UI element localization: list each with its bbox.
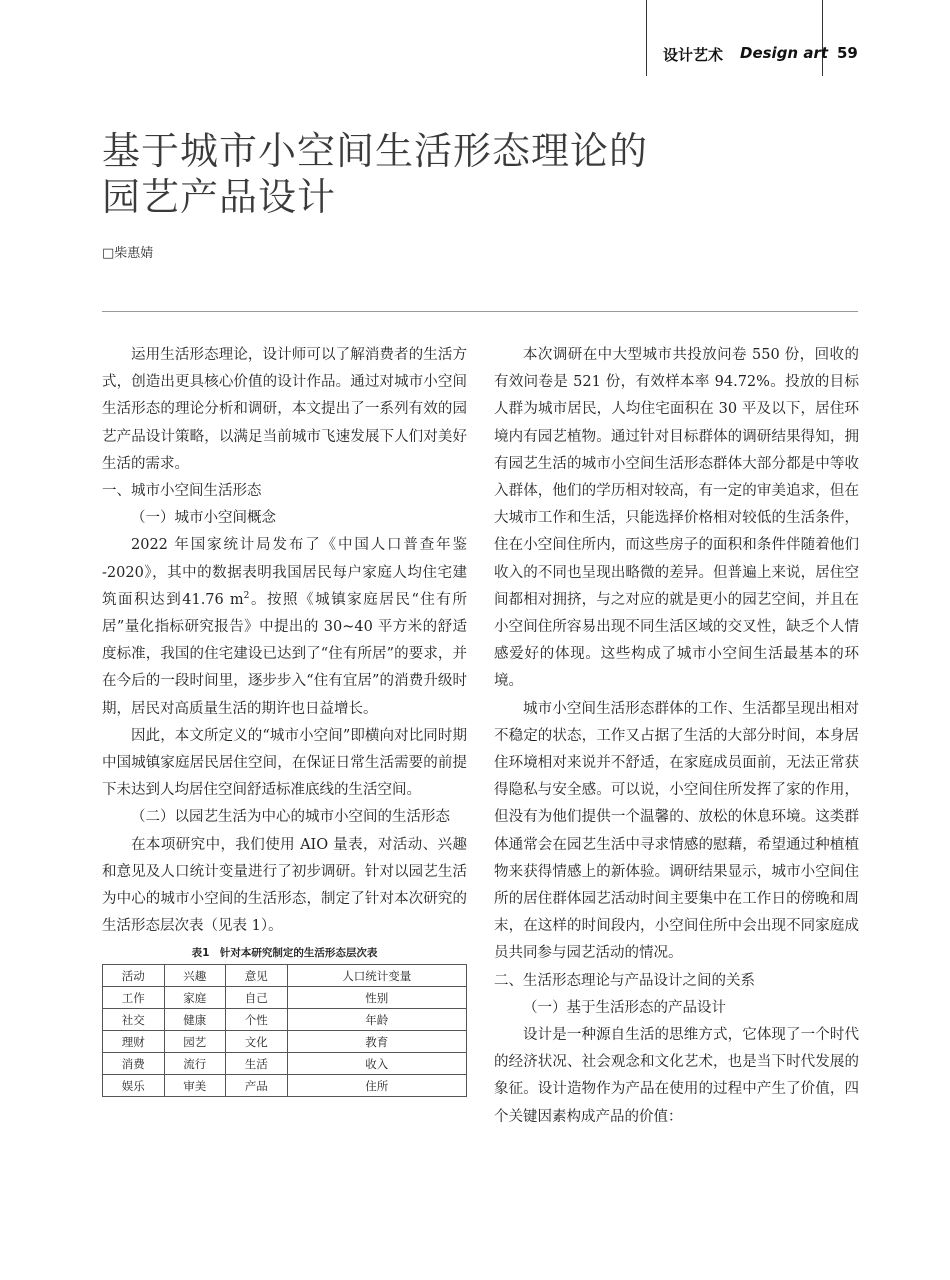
table-cell: 理财 xyxy=(103,1031,165,1053)
abstract-paragraph: 运用生活形态理论，设计师可以了解消费者的生活方式，创造出更具核心价值的设计作品。通过对城市小空间生活形态的理论分析和调研，本文提出了一系列有效的园艺产品设计策略，以满足当前城市飞速发展下人们对美好生活的需求。 xyxy=(102,347,467,472)
table-row xyxy=(103,1009,467,1031)
table-header-row xyxy=(103,965,467,987)
section-heading-2: 二、生活形态理论与产品设计之间的关系 xyxy=(494,972,755,989)
table-cell: 个性 xyxy=(226,1009,288,1031)
table-row xyxy=(103,1075,467,1097)
table-cell: 性别 xyxy=(287,987,466,1009)
table-row xyxy=(103,1031,467,1053)
right-column xyxy=(494,342,859,1131)
table-cell: 娱乐 xyxy=(103,1075,165,1097)
section-name-en: Design art xyxy=(740,44,829,62)
paragraph xyxy=(102,532,467,722)
header-divider-left xyxy=(646,0,647,76)
article-title xyxy=(102,128,648,220)
table-row xyxy=(103,1053,467,1075)
table-cell: 生活 xyxy=(226,1053,288,1075)
table-cell: 年龄 xyxy=(287,1009,466,1031)
table-cell: 社交 xyxy=(103,1009,165,1031)
paragraph: 城市小空间生活形态群体的工作、生活都呈现出相对不稳定的状态，工作又占据了生活的大部分时间，本身居住环境相对来说并不舒适，在家庭成员面前，无法正常获得隐私与安全感。可以说，小空间住所发挥了家的作用，但没有为他们提供一个温馨的、放松的休息环境。这类群体通常会在园艺生活中寻求情感的慰藉，希望通过种植植物来获得情感上的新体验。调研结果显示，城市小空间住所的居住群体园艺活动时间主要集中在工作日的傍晚和周末，在这样的时间段内，小空间住所中会出现不同家庭成员共同参与园艺活动的情况。 xyxy=(494,700,859,962)
table-cell: 文化 xyxy=(226,1031,288,1053)
table-cell: 家庭 xyxy=(164,987,226,1009)
table-cell: 自己 xyxy=(226,987,288,1009)
table-cell: 健康 xyxy=(164,1009,226,1031)
paragraph: 本次调研在中大型城市共投放问卷 550 份，回收的有效问卷是 521 份，有效样本率 94.72%。投放的目标人群为城市居民，人均住宅面积在 30 平及以下，居住环境内有园艺植物。通过针对目标群体的调研结果得知，拥有园艺生活的城市小空间生活形态群体大部分都是中等收入群体，他们的学历相对较高，有一定的审美追求，但在大城市工作和生活，只能选择价格相对较低的生活条件，住在小空间住所内，而这些房子的面积和条件伴随着他们收入的不同也呈现出略微的差异。但普遍上来说，居住空间都相对拥挤，与之对应的就是更小的园艺空间，并且在小空间住所容易出现不同生活区域的交叉性，缺乏个人情感爱好的体现。这些构成了城市小空间生活最基本的环境。 xyxy=(494,347,859,690)
table-header-cell: 人口统计变量 xyxy=(287,965,466,987)
table-cell: 园艺 xyxy=(164,1031,226,1053)
subsection-heading-1-2: （二）以园艺生活为中心的城市小空间的生活形态 xyxy=(131,809,450,826)
table-header-cell: 活动 xyxy=(103,965,165,987)
header-divider-right xyxy=(822,0,823,76)
paragraph: 在本项研究中，我们使用 AIO 量表，对活动、兴趣和意见及人口统计变量进行了初步调研。针对以园艺生活为中心的城市小空间的生活形态，制定了针对本次研究的生活形态层次表（见表 1）。 xyxy=(102,836,467,935)
table-cell: 产品 xyxy=(226,1075,288,1097)
subsection-heading-2-1: （一）基于生活形态的产品设计 xyxy=(523,999,726,1016)
subsection-heading-1-1: （一）城市小空间概念 xyxy=(131,510,276,527)
title-rule xyxy=(102,311,858,312)
table-cell: 工作 xyxy=(103,987,165,1009)
superscript: 2 xyxy=(243,591,250,601)
author: □柴惠婧 xyxy=(102,246,154,261)
paragraph-text: 2022 年国家统计局发布了《中国人口普查年鉴 -2020》，其中的数据表明我国居民每户家庭人均住宅建筑面积达到41.76 m xyxy=(102,537,467,608)
title-line-1: 基于城市小空间生活形态理论的 xyxy=(102,129,649,173)
table-header-cell: 兴趣 xyxy=(164,965,226,987)
table-row xyxy=(103,987,467,1009)
left-column xyxy=(102,342,467,1097)
paragraph-text: 。按照《城镇家庭居民“住有所居”量化指标研究报告》中提出的 30~40 平方米的舒适度标准，我国的住宅建设已达到了“住有所居”的要求，并在今后的一段时间里，逐步步入“住有宜居”的消费升级时期，居民对高质量生活的期许也日益增长。 xyxy=(102,591,467,717)
title-line-2: 园艺产品设计 xyxy=(102,175,337,219)
table-cell: 流行 xyxy=(164,1053,226,1075)
table-cell: 收入 xyxy=(287,1053,466,1075)
paragraph: 因此，本文所定义的“城市小空间”即横向对比同时期中国城镇家庭居民居住空间，在保证日常生活需要的前提下未达到人均居住空间舒适标准底线的生活空间。 xyxy=(102,727,467,799)
lifestyle-table xyxy=(102,964,467,1097)
page-number: 59 xyxy=(837,44,858,62)
section-heading-1: 一、城市小空间生活形态 xyxy=(102,483,262,500)
table-caption: 表1 针对本研究制定的生活形态层次表 xyxy=(191,947,378,960)
table-header-cell: 意见 xyxy=(226,965,288,987)
paragraph: 设计是一种源自生活的思维方式，它体现了一个时代的经济状况、社会观念和文化艺术，也是当下时代发展的象征。设计造物作为产品在使用的过程中产生了价值，四个关键因素构成产品的价值： xyxy=(494,1027,859,1125)
table-cell: 审美 xyxy=(164,1075,226,1097)
table-cell: 住所 xyxy=(287,1075,466,1097)
section-name: 设计艺术 xyxy=(663,46,724,64)
table-cell: 消费 xyxy=(103,1053,165,1075)
table-cell: 教育 xyxy=(287,1031,466,1053)
